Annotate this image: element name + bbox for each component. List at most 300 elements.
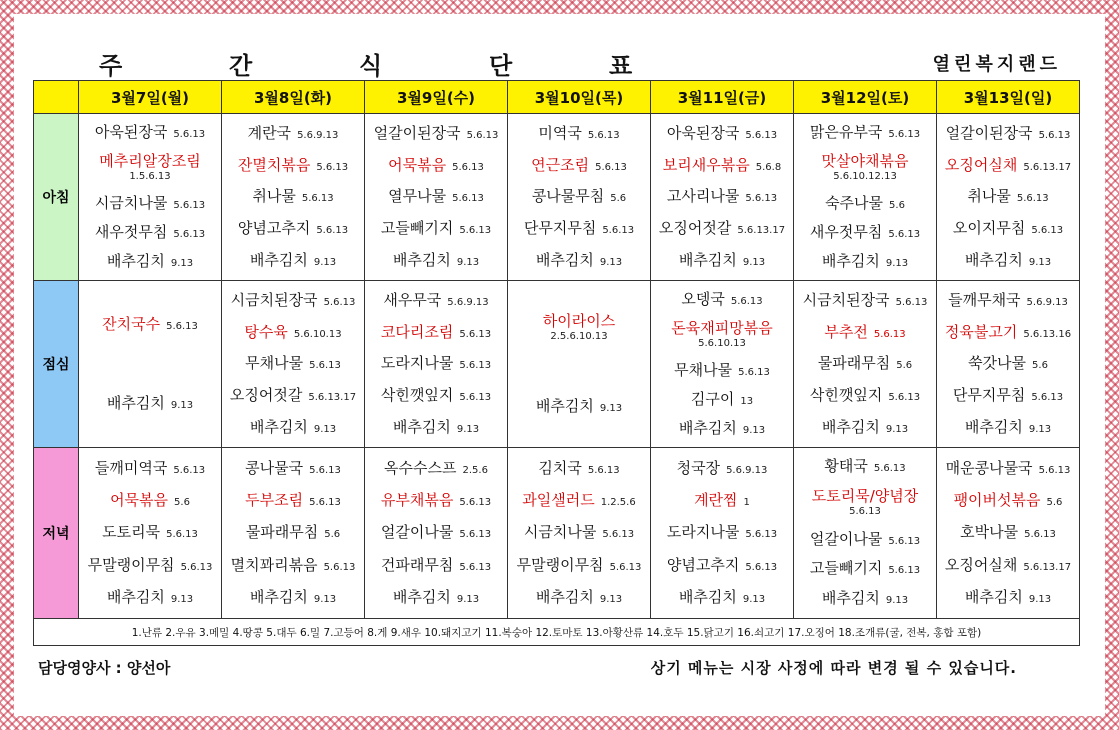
dish-name: 배추김치 xyxy=(392,417,451,436)
allergen-codes: 5.6 xyxy=(896,360,913,372)
nutritionist-label: 담당영양사 : 양선아 xyxy=(38,659,171,677)
allergen-codes: 9.13 xyxy=(170,257,194,269)
menu-item xyxy=(657,220,787,237)
menu-item xyxy=(800,590,930,607)
menu-item xyxy=(800,387,930,404)
menu-items xyxy=(937,114,1079,280)
menu-item xyxy=(800,531,930,548)
menu-item xyxy=(657,420,787,437)
menu-cell xyxy=(937,281,1080,448)
allergen-codes: 9.13 xyxy=(313,594,337,606)
dish-name: 보리새우볶음 xyxy=(662,155,750,174)
allergen-codes: 5.6.13 xyxy=(745,193,778,205)
day-header: 3월7일(월) xyxy=(79,81,222,114)
allergen-codes: 5.6.13 xyxy=(888,391,921,403)
dish-name: 잔멸치볶음 xyxy=(237,155,311,174)
dish-name: 배추김치 xyxy=(821,251,880,270)
allergen-codes: 2.5.6.10.13 xyxy=(550,331,608,342)
dish-name: 무말랭이무침 xyxy=(87,555,175,574)
menu-items xyxy=(79,448,221,618)
menu-item xyxy=(943,355,1073,372)
dish-name: 맛살야채볶음 xyxy=(821,152,909,171)
menu-items xyxy=(365,114,507,280)
menu-item xyxy=(371,324,501,341)
menu-items xyxy=(365,281,507,447)
menu-item xyxy=(228,188,358,205)
allergen-codes: 5.6.13 xyxy=(1024,529,1056,541)
menu-items xyxy=(222,281,364,447)
menu-item xyxy=(943,387,1073,404)
dish-name: 취나물 xyxy=(967,187,1011,206)
dish-name: 얼갈이된장국 xyxy=(373,124,461,143)
allergen-codes: 5.6.13 xyxy=(1038,130,1071,142)
menu-items xyxy=(508,114,650,280)
allergen-codes: 9.13 xyxy=(599,403,623,414)
allergen-codes: 5.6.8 xyxy=(755,161,782,173)
allergen-codes: 5.6.13 xyxy=(1016,193,1049,205)
dish-name: 쑥갓나물 xyxy=(968,354,1027,373)
allergen-codes: 1 xyxy=(743,496,750,508)
menu-item xyxy=(85,316,215,333)
allergen-codes: 5.6.13 xyxy=(323,297,356,309)
allergen-codes: 5.6.10.13 xyxy=(698,338,746,350)
dish-name: 숙주나물 xyxy=(825,193,884,212)
allergen-codes: 5.6.13 xyxy=(309,464,341,476)
menu-item xyxy=(800,355,930,372)
allergen-codes: 5.6.13.17 xyxy=(308,391,357,403)
allergen-codes: 5.6.13 xyxy=(888,535,921,547)
allergen-codes: 9.13 xyxy=(885,423,909,435)
menu-cell xyxy=(937,448,1080,619)
dish-name: 옥수수스프 xyxy=(384,458,457,477)
menu-item xyxy=(371,524,501,541)
allergen-codes: 1.5.6.13 xyxy=(129,171,171,183)
menu-item xyxy=(85,524,215,541)
menu-item xyxy=(800,324,930,341)
allergen-codes: 5.6.13.17 xyxy=(737,224,786,236)
allergen-codes: 1.2.5.6 xyxy=(600,496,636,508)
dish-name: 배추김치 xyxy=(392,250,451,269)
menu-item xyxy=(228,589,358,606)
menu-cell xyxy=(222,448,365,619)
menu-items xyxy=(365,448,507,618)
dish-name: 고들빼기지 xyxy=(809,559,883,578)
dish-name: 배추김치 xyxy=(964,417,1023,436)
menu-item xyxy=(228,252,358,269)
allergen-codes: 5.6.13 xyxy=(1038,464,1071,476)
menu-item xyxy=(85,124,215,141)
menu-item xyxy=(943,125,1073,142)
dish-name: 배추김치 xyxy=(535,588,594,607)
menu-item xyxy=(514,188,644,205)
dish-name: 과일샐러드 xyxy=(522,490,595,509)
menu-item xyxy=(657,589,787,606)
dish-name: 얼갈이나물 xyxy=(380,523,454,542)
dish-name: 연근조림 xyxy=(531,155,590,174)
allergen-codes: 5.6.13 xyxy=(745,529,778,541)
menu-item xyxy=(371,188,501,205)
menu-item xyxy=(228,220,358,237)
menu-item xyxy=(800,560,930,577)
dish-name: 팽이버섯볶음 xyxy=(953,490,1041,509)
menu-item xyxy=(371,460,501,477)
dish-name: 단무지무침 xyxy=(952,385,1026,404)
menu-item xyxy=(371,387,501,404)
dish-name: 콩나물무침 xyxy=(531,187,605,206)
menu-item xyxy=(943,188,1073,205)
menu-item xyxy=(514,492,644,509)
allergen-codes: 5.6.13 xyxy=(173,464,206,476)
menu-item xyxy=(514,398,644,415)
allergen-codes: 5.6 xyxy=(1046,496,1063,508)
dish-name: 시금치된장국 xyxy=(230,291,318,310)
allergen-codes: 5.6.13 xyxy=(595,161,627,173)
dish-name: 배추김치 xyxy=(821,417,880,436)
dish-name: 오징어젓갈 xyxy=(658,218,732,237)
menu-cell xyxy=(651,114,794,281)
allergen-codes: 5.6.13 xyxy=(1031,391,1064,403)
allergen-codes: 5.6.13 xyxy=(309,496,341,508)
allergen-codes: 5.6.13 xyxy=(895,297,928,309)
menu-item xyxy=(228,524,358,541)
allergen-codes: 5.6 xyxy=(174,496,190,508)
dish-name: 청국장 xyxy=(676,458,721,477)
allergen-codes: 5.6.10.13 xyxy=(293,328,342,340)
menu-item xyxy=(371,220,501,237)
allergen-codes: 5.6.13 xyxy=(180,561,213,573)
menu-cell xyxy=(365,448,508,619)
dish-name: 돈육재피망볶음 xyxy=(671,319,773,338)
menu-item xyxy=(85,395,215,412)
allergen-codes: 5.6.13.17 xyxy=(1023,561,1072,573)
menu-item xyxy=(800,224,930,241)
meal-label-dinner: 저녁 xyxy=(34,448,79,619)
menu-item xyxy=(657,362,787,379)
dish-name: 배추김치 xyxy=(106,251,165,270)
dish-name: 배추김치 xyxy=(106,393,165,412)
dish-name: 배추김치 xyxy=(821,589,880,608)
menu-cell xyxy=(508,448,651,619)
menu-item xyxy=(514,313,644,343)
dish-name: 무말랭이무침 xyxy=(516,555,604,574)
menu-item xyxy=(657,557,787,574)
dish-name: 배추김치 xyxy=(964,250,1023,269)
dish-name: 양념고추지 xyxy=(666,555,740,574)
menu-item xyxy=(657,252,787,269)
menu-item xyxy=(228,324,358,341)
menu-cell xyxy=(508,114,651,281)
dish-name: 오징어실채 xyxy=(944,155,1018,174)
allergen-codes: 5.6.13 xyxy=(173,199,206,211)
dish-name: 정육불고기 xyxy=(944,322,1018,341)
dish-name: 김구이 xyxy=(690,389,735,408)
dish-name: 코다리조림 xyxy=(380,322,454,341)
page-title xyxy=(99,46,659,80)
dish-name: 도라지나물 xyxy=(666,523,740,542)
meal-label-lunch: 점심 xyxy=(34,281,79,448)
allergen-codes: 13 xyxy=(740,395,754,407)
menu-cell xyxy=(79,448,222,619)
menu-item xyxy=(371,589,501,606)
dish-name: 잔치국수 xyxy=(102,314,161,333)
menu-item xyxy=(228,557,358,574)
allergen-codes: 5.6.13.16 xyxy=(1023,328,1072,340)
allergen-codes: 9.13 xyxy=(170,594,194,606)
menu-item xyxy=(800,419,930,436)
menu-item xyxy=(514,557,644,574)
menu-item xyxy=(657,492,787,509)
dish-name: 맑은유부국 xyxy=(809,122,883,141)
allergen-codes: 9.13 xyxy=(170,399,194,411)
allergen-codes: 5.6.13 xyxy=(609,561,642,573)
menu-items xyxy=(794,114,936,280)
menu-item xyxy=(800,195,930,212)
dish-name: 배추김치 xyxy=(392,588,451,607)
allergen-codes: 5.6.13 xyxy=(730,295,763,307)
dish-name: 배추김치 xyxy=(678,418,737,437)
menu-item xyxy=(800,153,930,183)
menu-item xyxy=(657,320,787,350)
day-header: 3월13일(일) xyxy=(937,81,1080,114)
change-notice: 상기 메뉴는 시장 사정에 따라 변경 될 수 있습니다. xyxy=(650,659,1017,677)
dish-name: 도토리묵 xyxy=(102,523,161,542)
allergen-codes: 5.6.13 xyxy=(173,228,206,240)
dish-name: 얼갈이된장국 xyxy=(945,124,1033,143)
dish-name: 배추김치 xyxy=(106,588,165,607)
allergen-codes: 5.6.13 xyxy=(459,360,492,372)
dish-name: 배추김치 xyxy=(964,588,1023,607)
allergen-codes: 5.6.13 xyxy=(459,391,492,403)
menu-item xyxy=(657,291,787,308)
day-header: 3월10일(목) xyxy=(508,81,651,114)
organization-name: 열린복지랜드 xyxy=(932,54,1061,75)
allergen-codes: 5.6.13 xyxy=(309,360,341,372)
menu-item xyxy=(371,252,501,269)
menu-item xyxy=(657,460,787,477)
menu-cell xyxy=(365,114,508,281)
meal-label-breakfast: 아침 xyxy=(34,114,79,281)
menu-cell xyxy=(794,114,937,281)
allergen-codes: 9.13 xyxy=(1028,423,1052,435)
menu-items xyxy=(651,281,793,447)
menu-item xyxy=(943,292,1073,309)
allergen-codes: 9.13 xyxy=(456,256,480,268)
menu-item xyxy=(657,524,787,541)
menu-item xyxy=(371,157,501,174)
menu-cell xyxy=(794,448,937,619)
menu-item xyxy=(371,557,501,574)
menu-item xyxy=(800,253,930,270)
allergen-codes: 5.6.13 xyxy=(173,128,206,140)
allergen-codes: 5.6.13 xyxy=(745,561,778,573)
menu-items xyxy=(651,448,793,618)
allergen-codes: 9.13 xyxy=(313,256,337,268)
dish-name: 들깨미역국 xyxy=(94,458,168,477)
menu-item xyxy=(228,125,358,142)
menu-items xyxy=(508,281,650,447)
allergen-codes: 9.13 xyxy=(313,423,337,435)
menu-item xyxy=(514,252,644,269)
menu-item xyxy=(943,524,1073,541)
menu-item xyxy=(228,460,358,477)
menu-item xyxy=(943,589,1073,606)
menu-cell xyxy=(79,114,222,281)
title-char: 주 xyxy=(99,52,123,80)
dish-name: 오징어젓갈 xyxy=(229,385,303,404)
menu-sheet xyxy=(14,14,1105,716)
allergen-codes: 5.6.13 xyxy=(1031,224,1064,236)
allergen-codes: 9.13 xyxy=(599,594,623,606)
menu-item xyxy=(514,589,644,606)
menu-item xyxy=(228,387,358,404)
allergen-codes: 5.6.13 xyxy=(459,496,492,508)
allergen-codes: 5.6.10.12.13 xyxy=(833,171,897,183)
dish-name: 부추전 xyxy=(824,322,868,341)
menu-item xyxy=(800,124,930,141)
dish-name: 시금치나물 xyxy=(523,523,597,542)
menu-item xyxy=(371,292,501,309)
dish-name: 도라지나물 xyxy=(380,354,454,373)
allergen-codes: 5.6.13 xyxy=(452,161,484,173)
menu-cell xyxy=(79,281,222,448)
menu-item xyxy=(228,355,358,372)
dish-name: 하이라이스 xyxy=(542,311,616,330)
title-char: 단 xyxy=(489,52,513,80)
menu-item xyxy=(85,253,215,270)
allergen-codes: 5.6.9.13 xyxy=(726,464,768,476)
dish-name: 열무나물 xyxy=(388,187,447,206)
menu-item xyxy=(371,492,501,509)
allergen-codes: 5.6 xyxy=(610,193,627,205)
dish-name: 시금치나물 xyxy=(94,193,168,212)
menu-item xyxy=(85,589,215,606)
allergen-codes: 5.6.13.17 xyxy=(1023,161,1072,173)
dish-name: 오징어실채 xyxy=(944,555,1018,574)
menu-item xyxy=(514,157,644,174)
dish-name: 새우젓무침 xyxy=(94,222,168,241)
allergen-row xyxy=(34,619,1080,646)
dish-name: 아욱된장국 xyxy=(666,124,740,143)
menu-item xyxy=(943,220,1073,237)
dish-name: 배추김치 xyxy=(678,250,737,269)
menu-cell xyxy=(651,448,794,619)
breakfast-row xyxy=(34,114,1080,281)
menu-items xyxy=(651,114,793,280)
dish-name: 황태국 xyxy=(824,457,868,476)
allergen-codes: 9.13 xyxy=(456,423,480,435)
menu-item xyxy=(371,419,501,436)
dish-name: 고사리나물 xyxy=(666,187,740,206)
menu-item xyxy=(943,252,1073,269)
dish-name: 무채나물 xyxy=(245,354,304,373)
allergen-codes: 5.6.13 xyxy=(587,464,620,476)
menu-item xyxy=(943,157,1073,174)
dish-name: 계란국 xyxy=(247,124,292,143)
dish-name: 유부채볶음 xyxy=(380,490,454,509)
dish-name: 계란찜 xyxy=(694,490,738,509)
menu-item xyxy=(657,157,787,174)
allergen-codes: 5.6.13 xyxy=(452,193,484,205)
menu-item xyxy=(371,125,501,142)
menu-item xyxy=(943,557,1073,574)
menu-item xyxy=(943,324,1073,341)
allergen-codes: 5.6.13 xyxy=(873,463,906,475)
dish-name: 어묵볶음 xyxy=(388,155,447,174)
menu-item xyxy=(800,292,930,309)
menu-item xyxy=(514,460,644,477)
dish-name: 매운콩나물국 xyxy=(945,458,1033,477)
menu-items xyxy=(794,281,936,447)
title-row xyxy=(14,14,1105,80)
allergen-codes: 2.5.6 xyxy=(462,464,488,476)
allergen-codes: 5.6.13 xyxy=(587,130,620,142)
dish-name: 취나물 xyxy=(252,187,296,206)
dish-name: 시금치된장국 xyxy=(802,291,890,310)
menu-cell xyxy=(508,281,651,448)
allergen-codes: 5.6.13 xyxy=(873,328,906,340)
dish-name: 배추김치 xyxy=(535,397,594,415)
menu-cell xyxy=(794,281,937,448)
allergen-codes: 5.6.13 xyxy=(466,130,499,142)
allergen-codes: 9.13 xyxy=(1028,256,1052,268)
menu-item xyxy=(371,355,501,372)
allergen-codes: 9.13 xyxy=(456,594,480,606)
weekly-menu-table xyxy=(33,80,1080,646)
dish-name: 새우젓무침 xyxy=(809,222,883,241)
corner-cell xyxy=(34,81,79,114)
menu-item xyxy=(85,557,215,574)
allergen-codes: 9.13 xyxy=(885,595,909,607)
menu-item xyxy=(657,125,787,142)
dish-name: 메추리알장조림 xyxy=(99,152,201,171)
dinner-row xyxy=(34,448,1080,619)
allergen-codes: 5.6.13 xyxy=(745,130,778,142)
menu-item xyxy=(228,157,358,174)
dish-name: 배추김치 xyxy=(249,250,308,269)
dish-name: 단무지무침 xyxy=(523,218,597,237)
menu-items xyxy=(508,448,650,618)
menu-items xyxy=(222,448,364,618)
menu-items xyxy=(937,448,1079,618)
allergen-codes: 5.6.13 xyxy=(459,224,492,236)
dish-name: 물파래무침 xyxy=(817,354,891,373)
dish-name: 멸치꽈리볶음 xyxy=(230,555,318,574)
dish-name: 도토리묵/양념장 xyxy=(811,487,919,506)
allergen-codes: 5.6.13 xyxy=(459,529,492,541)
title-char: 표 xyxy=(609,52,633,80)
menu-item xyxy=(943,492,1073,509)
allergen-codes: 5.6.13 xyxy=(459,328,492,340)
dish-name: 얼갈이나물 xyxy=(809,529,883,548)
allergen-codes: 9.13 xyxy=(1028,594,1052,606)
dish-name: 오이지무침 xyxy=(952,218,1026,237)
menu-item xyxy=(800,458,930,475)
menu-item xyxy=(943,460,1073,477)
menu-item xyxy=(228,292,358,309)
dish-name: 어묵볶음 xyxy=(110,490,169,509)
menu-item xyxy=(85,153,215,183)
dish-name: 배추김치 xyxy=(535,250,594,269)
menu-cell xyxy=(222,114,365,281)
dish-name: 콩나물국 xyxy=(245,458,304,477)
dish-name: 오뎅국 xyxy=(681,289,725,308)
dish-name: 고들빼기지 xyxy=(380,218,454,237)
day-header: 3월9일(수) xyxy=(365,81,508,114)
allergen-codes: 5.6.13 xyxy=(316,224,349,236)
menu-item xyxy=(228,419,358,436)
day-header-row xyxy=(34,81,1080,114)
menu-item xyxy=(228,492,358,509)
